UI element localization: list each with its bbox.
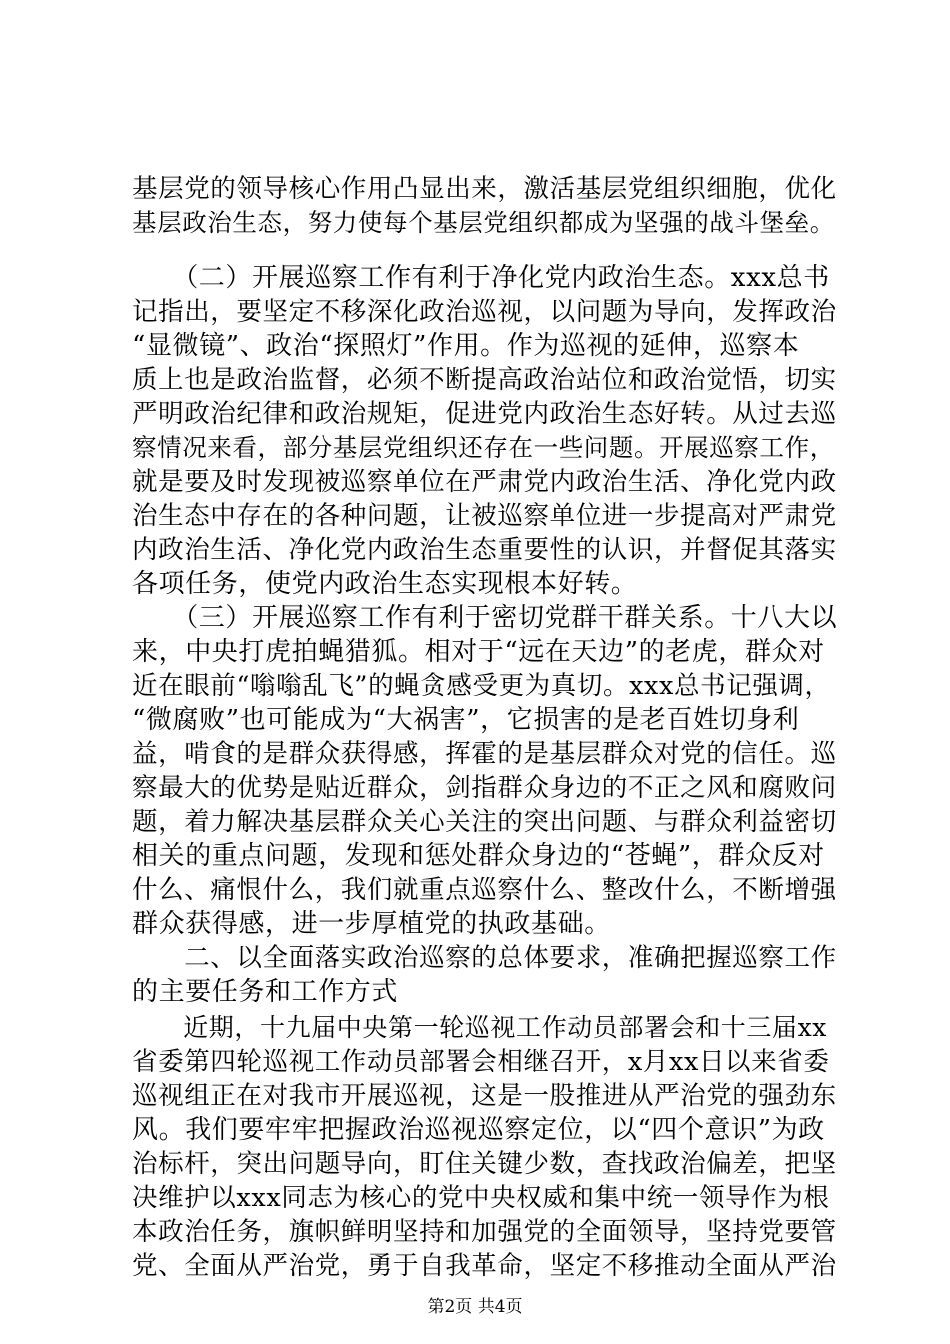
- text-line: （二）开展巡察工作有利于净化党内政治生态。xxx总书: [132, 263, 830, 293]
- text-line: 近期，十九届中央第一轮巡视工作动员部署会和十三届xx: [132, 1013, 828, 1042]
- text-line: 省委第四轮巡视工作动员部署会相继召开，x月xx日以来省委: [132, 1047, 830, 1077]
- text-line: 来，中央打虎拍蝇猎狐。相对于“远在天边”的老虎，群众对: [132, 637, 825, 667]
- text-line: 质上也是政治监督，必须不断提高政治站位和政治觉悟，切实: [132, 365, 837, 395]
- text-line: 治生态中存在的各种问题，让被巡察单位进一步提高对严肃党: [132, 501, 837, 531]
- page-number: 第2页 共4页: [427, 1297, 523, 1317]
- text-line: 治标杆，突出问题导向，盯住关键少数，查找政治偏差，把坚: [132, 1149, 837, 1179]
- text-line: 益，啃食的是群众获得感，挥霍的是基层群众对党的信任。巡: [132, 739, 837, 769]
- text-line: 题，着力解决基层群众关心关注的突出问题、与群众利益密切: [132, 807, 837, 837]
- text-line: 决维护以xxx同志为核心的党中央权威和集中统一领导作为根: [132, 1183, 830, 1213]
- section-heading: 二、以全面落实政治巡察的总体要求，准确把握巡察工作: [132, 943, 837, 973]
- text-line: 各项任务，使党内政治生态实现根本好转。: [132, 569, 638, 599]
- text-line: “显微镜”、政治“探照灯”作用。作为巡视的延伸，巡察本: [132, 331, 800, 361]
- text-line: 基层党的领导核心作用凸显出来，激活基层党组织细胞，优化: [132, 174, 837, 204]
- text-line: （三）开展巡察工作有利于密切党群干群关系。十八大以: [132, 603, 838, 633]
- text-line: 相关的重点问题，发现和惩处群众身边的“苍蝇”，群众反对: [132, 841, 825, 871]
- text-line: 什么、痛恨什么，我们就重点巡察什么、整改什么，不断增强: [132, 875, 837, 905]
- text-line: 本政治任务，旗帜鲜明坚持和加强党的全面领导，坚持党要管: [132, 1217, 837, 1247]
- text-line: “微腐败”也可能成为“大祸害”，它损害的是老百姓切身利: [132, 705, 800, 735]
- text-line: 群众获得感，进一步厚植党的执政基础。: [132, 909, 611, 939]
- text-line: 内政治生活、净化党内政治生态重要性的认识，并督促其落实: [132, 535, 837, 565]
- text-line: 就是要及时发现被巡察单位在严肃党内政治生活、净化党内政: [132, 467, 837, 497]
- text-line: 察最大的优势是贴近群众，剑指群众身边的不正之风和腐败问: [132, 773, 837, 803]
- text-line: 党、全面从严治党，勇于自我革命，坚定不移推动全面从严治: [132, 1251, 837, 1281]
- text-line: 基层政治生态，努力使每个基层党组织都成为坚强的战斗堡垒。: [132, 208, 835, 237]
- text-line: 巡视组正在对我市开展巡视，这是一股推进从严治党的强劲东: [132, 1081, 837, 1111]
- text-line: 严明政治纪律和政治规矩，促进党内政治生态好转。从过去巡: [132, 399, 837, 429]
- text-line: 记指出，要坚定不移深化政治巡视，以问题为导向，发挥政治: [132, 297, 837, 327]
- text-line: 风。我们要牢牢把握政治巡视巡察定位，以“四个意识”为政: [132, 1115, 825, 1145]
- text-line: 近在眼前“嗡嗡乱飞”的蝇贪感受更为真切。xxx总书记强调，: [132, 671, 831, 701]
- text-line: 察情况来看，部分基层党组织还存在一些问题。开展巡察工作，: [132, 433, 835, 462]
- section-heading: 的主要任务和工作方式: [132, 977, 399, 1007]
